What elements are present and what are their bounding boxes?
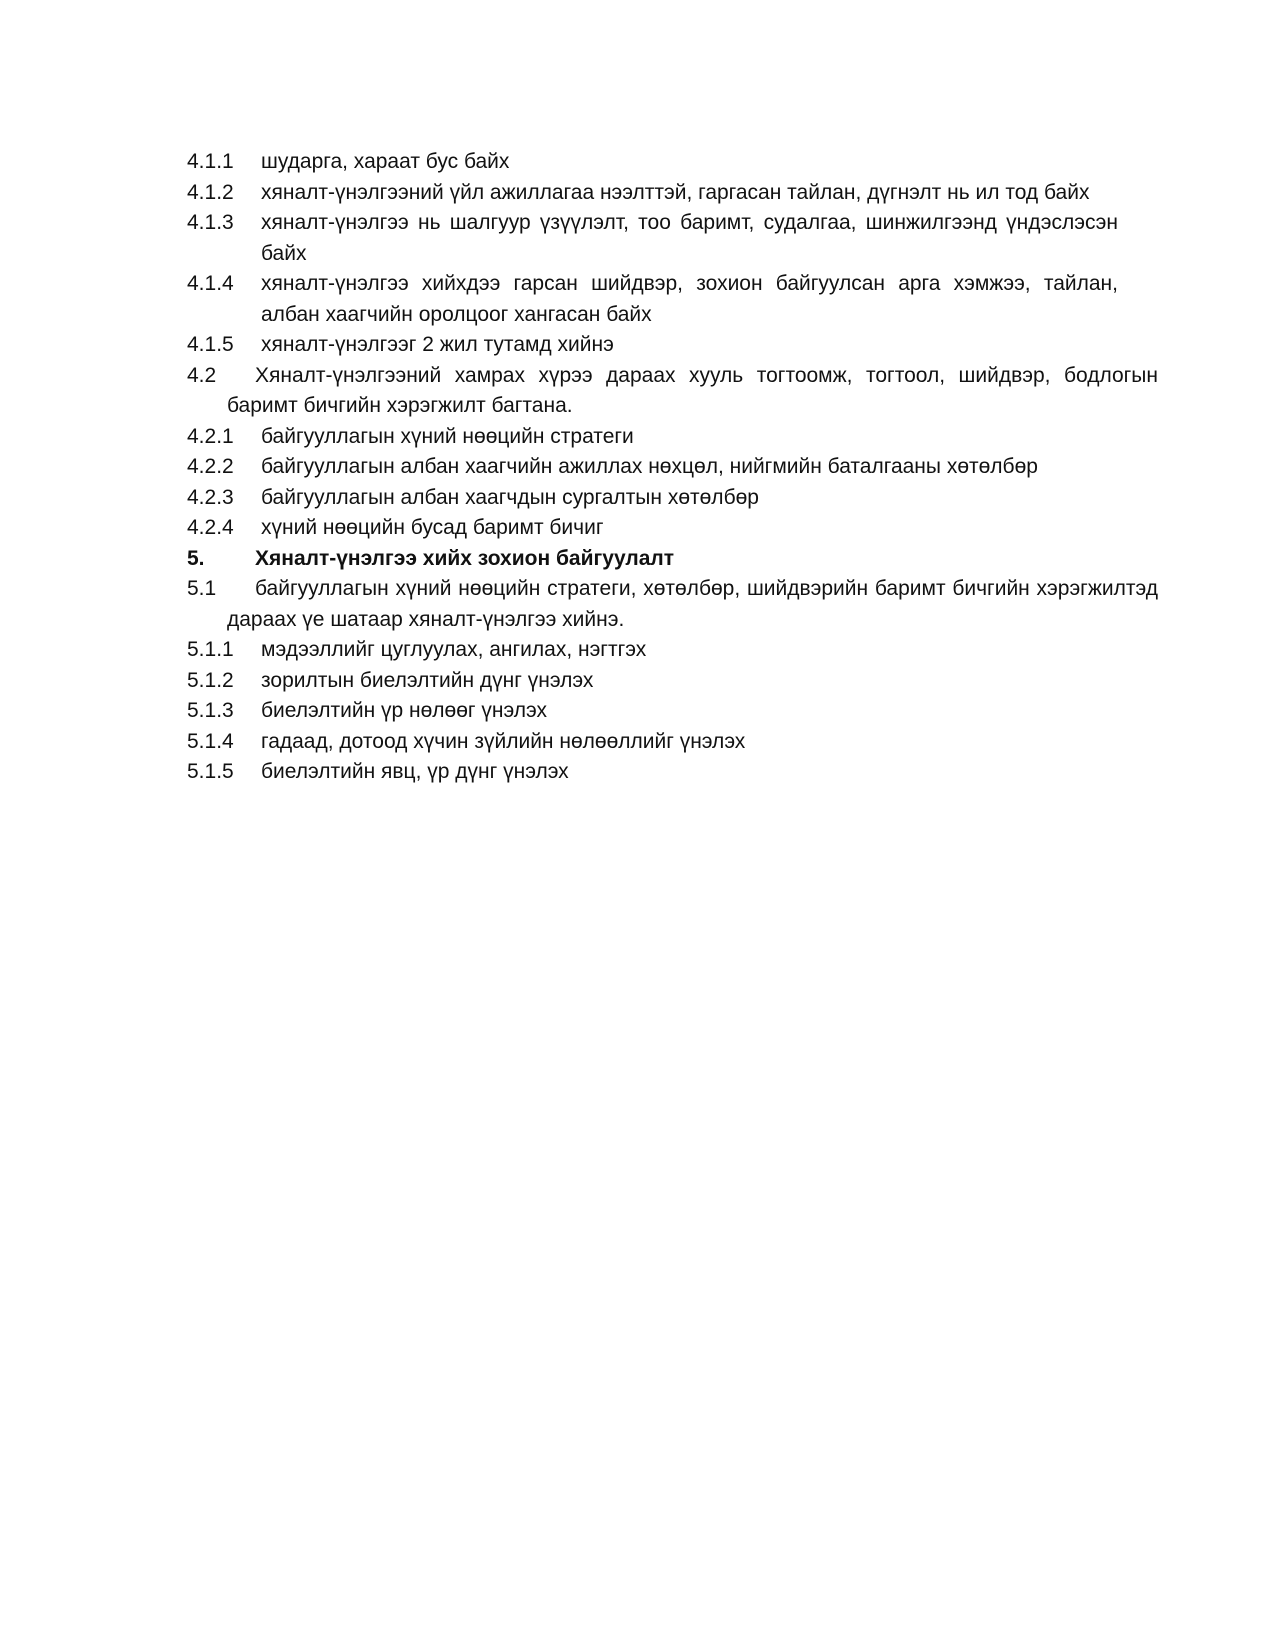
list-item-4-1-3 <box>187 208 1118 269</box>
list-item-4-1-2 <box>187 178 1118 209</box>
item-text: Хяналт-үнэлгээний хамрах хүрээ дараах хууль тогтоомж, тогтоол, шийдвэр, бодлогын баримт бичгийн хэрэгжилт багтана. <box>227 363 1158 417</box>
item-text: байгууллагын албан хаагчдын сургалтын хөтөлбөр <box>261 485 759 509</box>
item-number: 5.1 <box>187 577 217 600</box>
item-text: хүний нөөцийн бусад баримт бичиг <box>261 516 604 539</box>
item-number: 4.2.4 <box>187 516 234 539</box>
section-title: Хяналт-үнэлгээ хийх зохион байгуулалт <box>255 546 674 570</box>
list-item-5-1-1 <box>187 635 1118 666</box>
list-item-4-1-4 <box>187 269 1118 330</box>
list-item-5-1-5 <box>187 757 1118 788</box>
item-number: 4.2.1 <box>187 424 234 448</box>
item-number: 4.2.3 <box>187 485 234 509</box>
section-number: 5. <box>187 546 205 570</box>
item-number: 4.1.5 <box>187 333 234 356</box>
list-item-5-1-4 <box>187 727 1118 758</box>
list-item-4-2-3 <box>187 483 1118 514</box>
item-number: 4.1.2 <box>187 180 234 204</box>
item-text: хяналт-үнэлгээ нь шалгуур үзүүлэлт, тоо баримт, судалгаа, шинжилгээнд үндэслэсэн байх <box>261 211 1118 265</box>
item-number: 4.1.4 <box>187 272 234 295</box>
item-number: 5.1.5 <box>187 760 234 783</box>
item-number: 4.1.3 <box>187 211 234 234</box>
item-text: зорилтын биелэлтийн дүнг үнэлэх <box>261 668 594 692</box>
item-text: мэдээллийг цуглуулах, ангилах, нэгтгэх <box>261 638 647 661</box>
section-heading-5 <box>187 544 1118 575</box>
paragraph-5-1 <box>187 574 1158 635</box>
item-text: хяналт-үнэлгээний үйл ажиллагаа нээлттэй, гаргасан тайлан, дүгнэлт нь ил тод байх <box>261 180 1090 204</box>
list-item-5-1-3 <box>187 696 1118 727</box>
list-item-5-1-2 <box>187 666 1118 697</box>
item-number: 4.2.2 <box>187 455 234 478</box>
item-text: хяналт-үнэлгээг 2 жил тутамд хийнэ <box>261 333 614 356</box>
item-text: шударга, хараат бус байх <box>261 150 510 173</box>
item-text: биелэлтийн үр нөлөөг үнэлэх <box>261 699 547 722</box>
item-number: 5.1.3 <box>187 699 234 722</box>
list-item-4-2-4 <box>187 513 1118 544</box>
document-body <box>187 147 1158 788</box>
paragraph-4-2 <box>187 361 1158 422</box>
item-number: 5.1.4 <box>187 729 234 753</box>
list-item-4-2-2 <box>187 452 1118 483</box>
item-text: байгууллагын албан хаагчийн ажиллах нөхцөл, нийгмийн баталгааны хөтөлбөр <box>261 455 1038 478</box>
item-text: биелэлтийн явц, үр дүнг үнэлэх <box>261 760 569 783</box>
item-number: 4.2 <box>187 363 217 387</box>
item-text: байгууллагын хүний нөөцийн стратеги, хөтөлбөр, шийдвэрийн баримт бичгийн хэрэгжилтэд дараах үе шатаар хяналт-үнэлгээ хийнэ. <box>227 577 1158 631</box>
list-item-4-1-5 <box>187 330 1118 361</box>
item-number: 5.1.2 <box>187 668 234 692</box>
list-item-4-1-1 <box>187 147 1118 178</box>
item-text: гадаад, дотоод хүчин зүйлийн нөлөөллийг үнэлэх <box>261 729 746 753</box>
list-item-4-2-1 <box>187 422 1118 453</box>
item-number: 4.1.1 <box>187 150 234 173</box>
item-text: хяналт-үнэлгээ хийхдээ гарсан шийдвэр, зохион байгуулсан арга хэмжээ, тайлан, албан хаагчийн оролцоог хангасан байх <box>261 272 1118 326</box>
item-number: 5.1.1 <box>187 638 234 661</box>
item-text: байгууллагын хүний нөөцийн стратеги <box>261 424 634 448</box>
